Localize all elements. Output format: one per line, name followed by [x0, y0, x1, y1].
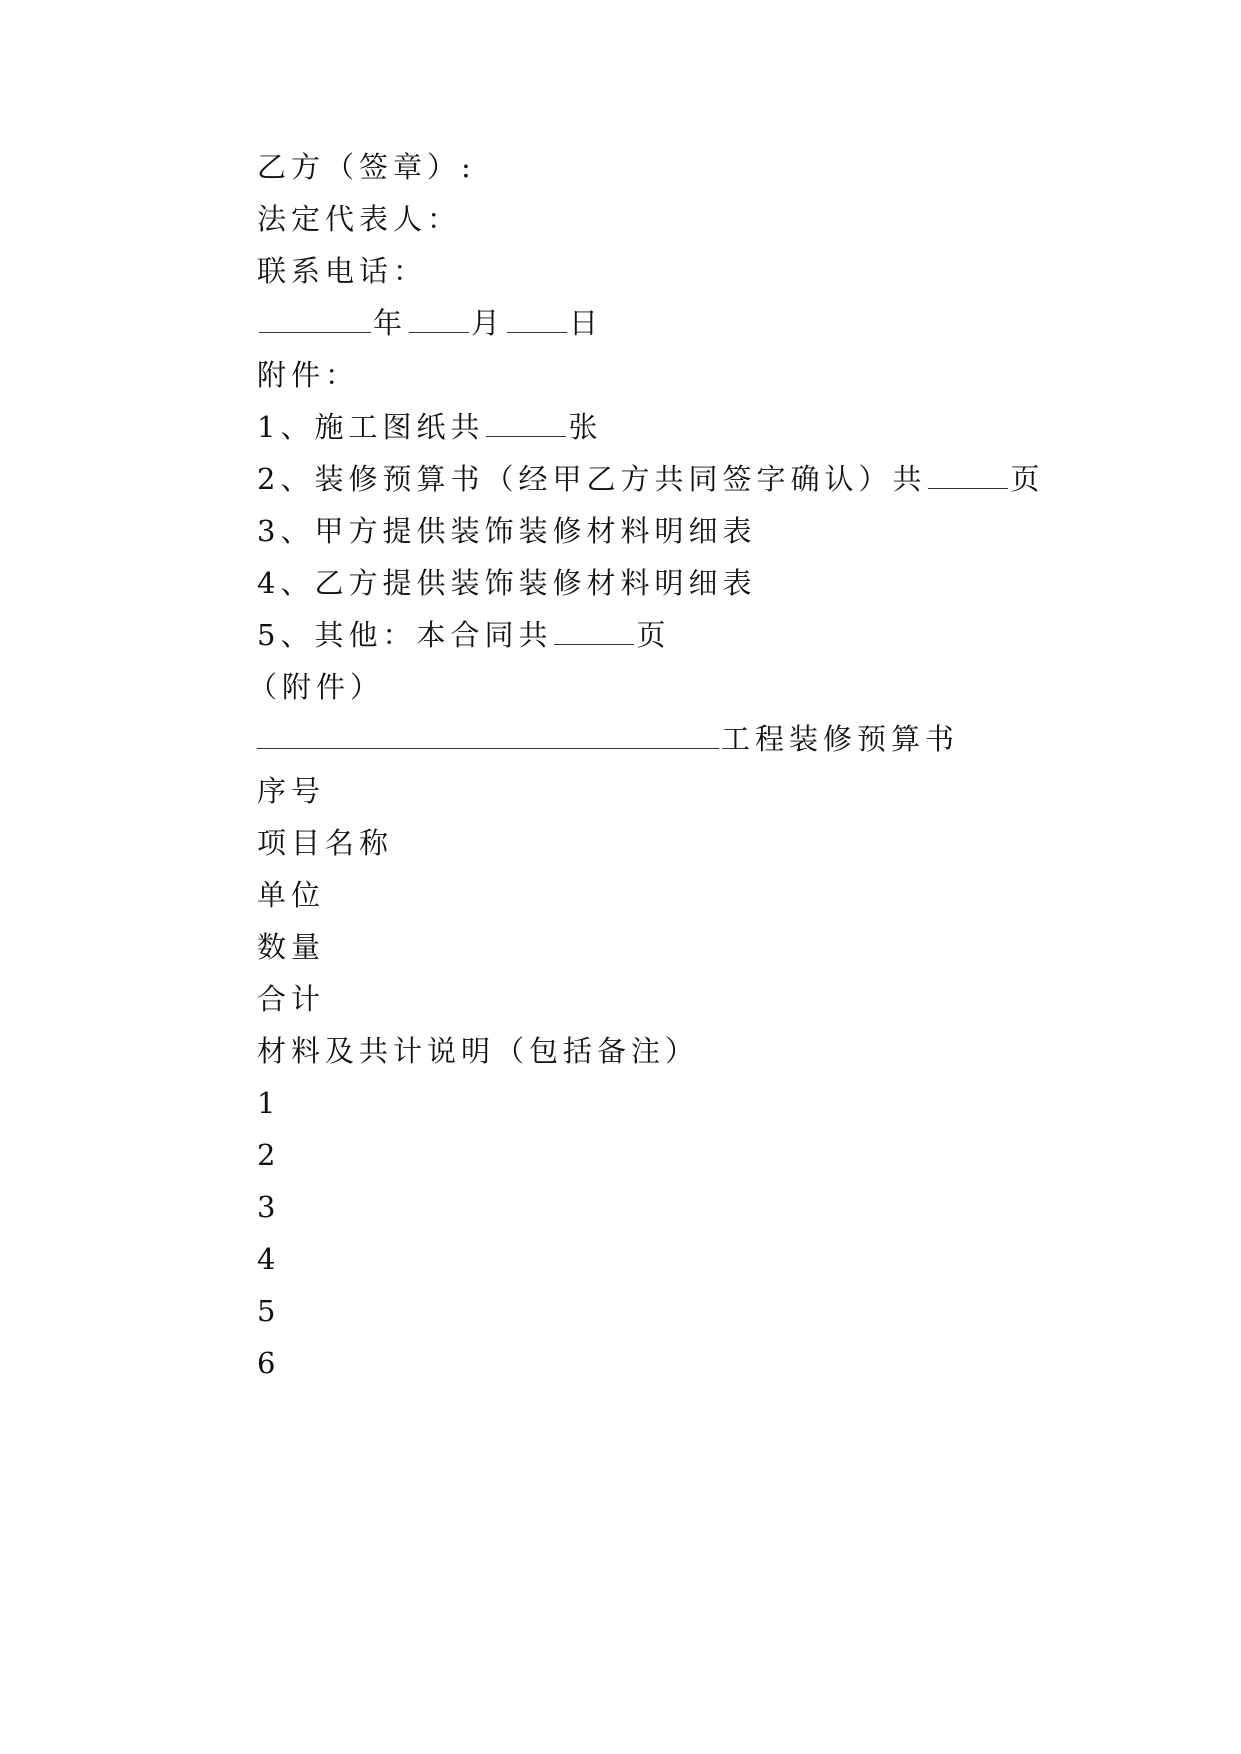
legal-representative-label: 法定代表人： [257, 202, 462, 236]
attachment-item-2 [257, 457, 1044, 501]
year-label: 年 [373, 306, 408, 340]
attachment-item-5-unit: 页 [636, 618, 671, 652]
table-row-number: 5 [257, 1294, 281, 1328]
year-blank [259, 302, 371, 333]
party-b-signature-label: 乙方（签章）: [257, 150, 476, 184]
budget-pages-blank [928, 458, 1008, 489]
attachment-item-2-text: 2、装修预算书（经甲乙方共同签字确认）共 [257, 462, 927, 496]
attachments-heading: 附件： [257, 358, 360, 392]
day-label: 日 [569, 306, 604, 340]
table-row-number: 1 [257, 1086, 281, 1120]
budget-book-title-text: 工程装修预算书 [721, 722, 960, 756]
drawing-count-blank [486, 406, 566, 437]
month-label: 月 [471, 306, 506, 340]
attachment-item-1-unit: 张 [568, 410, 603, 444]
attachment-item-1 [257, 405, 602, 449]
column-item-name-header: 项目名称 [257, 826, 394, 860]
table-row-number: 3 [257, 1190, 281, 1224]
day-blank [507, 302, 567, 333]
table-row-number: 4 [257, 1242, 281, 1276]
contract-pages-blank [554, 614, 634, 645]
table-row-number: 2 [257, 1138, 281, 1172]
month-blank [409, 302, 469, 333]
column-index-header: 序号 [257, 774, 326, 808]
date-line [257, 301, 603, 345]
column-unit-header: 单位 [257, 878, 326, 912]
appendix-label: （附件） [248, 670, 385, 704]
attachment-item-5 [257, 613, 670, 657]
project-name-blank [257, 718, 719, 749]
attachment-item-1-text: 1、施工图纸共 [257, 410, 485, 444]
attachment-item-2-unit: 页 [1010, 462, 1045, 496]
column-quantity-header: 数量 [257, 930, 326, 964]
contact-phone-label: 联系电话： [257, 254, 428, 288]
attachment-item-5-text: 5、其他：本合同共 [257, 618, 553, 652]
column-total-header: 合计 [257, 982, 326, 1016]
table-row-number: 6 [257, 1346, 281, 1380]
attachment-item-3: 3、甲方提供装饰装修材料明细表 [257, 514, 757, 548]
attachment-item-4: 4、乙方提供装饰装修材料明细表 [257, 566, 757, 600]
budget-book-title [257, 717, 959, 761]
column-notes-header: 材料及共计说明（包括备注） [257, 1034, 700, 1068]
